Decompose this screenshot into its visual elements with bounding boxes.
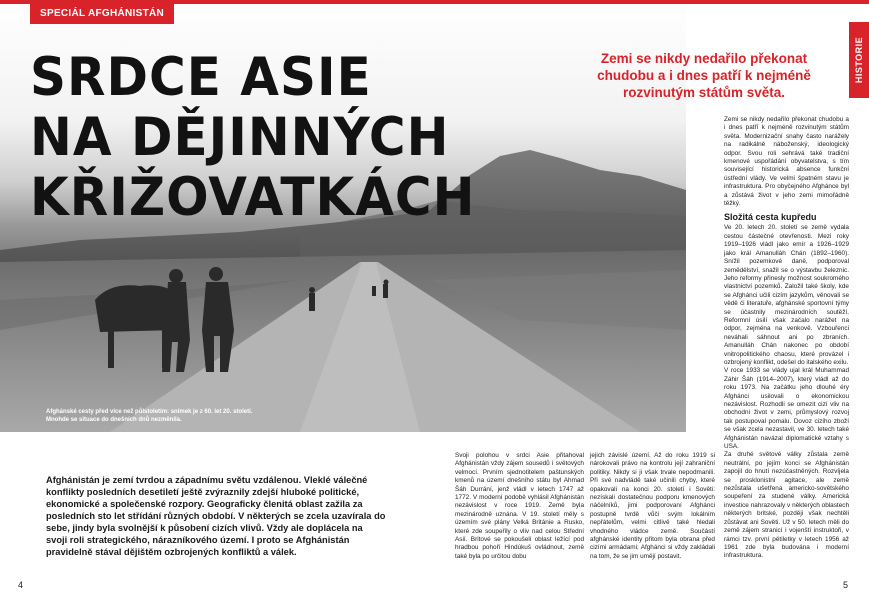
page-number-right: 5 <box>843 580 849 590</box>
intro-paragraph: Afghánistán je zemí tvrdou a západnímu světu vzdálenou. Vleklé válečné konflikty posledních desetiletí ještě zvýraznily zdejší hluboké politické, ekonomické a společenské rozpory. Geograficky členitá oblast zažila za posledních sto let střídání různých období. V některých se zcela uzavírala do sebe, jindy byla svolnější k působení cizích vlivů. Vždy ale doplácela na svoji roli strategického, nárazníkového území. I proto se Afghánistán pravidelně stával dějištěm ozbrojených konfliktů a válek. <box>46 475 386 557</box>
column-1-text: Svoji polohou v srdci Asie přitahoval Afghánistán vždy zájem sousedů i světových velmocí. Prvním sjednotitelem paštunských kmenů na území dnešního státu byl Ahmad Šáh Durrání, jenž vládl v letech 1747 až 1772. V moderní podobě vyhlásil Afghánistán nezávislost v roce 1919. Země byla mezinárodně uznána. V 19. století měly s územím své plány Velká Británie a Rusko, které zde soupeřily o vliv nad celou Střední Asií. Britové se pokoušeli oblast ležící pod hradbou pohoří Hindúkuš ovládnout, země také byla po určitou dobu <box>455 452 584 560</box>
page-number-left: 4 <box>18 580 24 590</box>
section-side-tab <box>849 22 869 98</box>
column-3-paragraph-2: Ve 20. letech 20. století se země vydala cestou částečné otevřenosti. Mezi roky 1919–1926 vládl jako emír a 1926–1929 jako král Amanulláh Chán (1892–1960). Snížil pozemkové daně, podporoval zemědělství, snažil se o výstavbu železnic. Jeho reformy přinesly možnost soukromého vlastnictví pozemků. Založil také školy, kde se Afghánci učili cizím jazykům, věnovali se vědě či literatuře, afghánské sportovní týmy se účastnily mezinárodních soutěží. Reformní úsilí však začalo narážet na odpor, zejména na venkově. Vzbouřenci neváhali sáhnout ani po zbraních. Amanulláh Chán nakonec po období vnitropolitického chaosu, které provázel i ozbrojený konflikt, odešel do italského exilu. <box>724 224 849 366</box>
headline-line-1: SRDCE ASIE <box>30 46 372 108</box>
side-tab-label: HISTORIE <box>854 36 864 84</box>
section-tag: SPECIÁL AFGHÁNISTÁN <box>30 4 174 24</box>
text-column-2 <box>590 452 715 561</box>
text-column-1 <box>455 452 584 561</box>
photo-caption: Afghánské cesty před více než půlstoletím: snímek je z 60. let 20. století. Mnohde se situace do dnešních dnů nezměnila. <box>46 409 253 423</box>
headline <box>30 48 475 228</box>
column-3-paragraph-4: Za druhé světové války zůstala země neutrální, po jejím konci se Afghánistán zapojil do hnutí nezúčastněných. Rozvíjela se prosklonistní agitace, ale země nezůstala ušetřena americko-sovětského soupeření za studené války. Americká investice nahrazovaly v některých oblastech některých britské, později však nechtěli zůstávat ani Sověti. Už v 50. letech měli do země zájem stranicí i vojenští instruktoři, v rámci tzv. první pětiletky v letech 1956 až 1961 zde byla budována i moderní infrastruktura. <box>724 451 849 560</box>
subheading: Složitá cesta kupředu <box>724 212 817 223</box>
headline-line-2: NA DĚJINNÝCH <box>30 106 450 168</box>
column-3-paragraph-3: V roce 1933 se vlády ujal král Muhammad Záhir Šáh (1914–2007), který vládl až do roku 1973. Na začátku jeho dlouhé éry Afghánci usilovali o ekonomickou nezávislost. Rozhodli se omezit cizí vliv na obchodní život v zemi, průmyslový rozvoj tak postupoval pomalu. Dovoz cizího zboží se však zcela nezastavil, ve 30. letech také Afghánistán navázal diplomatické vztahy s USA. <box>724 367 849 451</box>
column-3-paragraph-1: Zemi se nikdy nedařilo překonat chudobu a i dnes patří k nejméně rozvinutým státům světa. Modernizační snahy často narážely na radikálně náboženský, ideologický odpor. Svou roli sehrává také tradiční kmenové uspořádání obyvatelstva, s tím související historická absence funkční ústřední vlády. Ve velmi špatném stavu je infrastruktura. Pro obyčejného Afghánce byl a zůstává život v jeho zemi mimořádně těžký. <box>724 116 849 208</box>
column-2-text: jejich závislé území. Až do roku 1919 si nárokovali právo na kontrolu její zahraniční politiky. Nikdy si ji však trvale nepodmanili. Při své nadvládě také učinili chyby, které opakovali na konci 20. století i Sověti: nezískali dostatečnou podporu kmenových náčelníků, jimi podporovaní Afghánci postupně tvrdě vůči svým lokálním nepřátelům, velmi citlivě také hledali vhodného vládce země. Součástí afghánské identity přitom byla obrana před cizími armádami; Afghánci si vždy zakládali na tom, že se jim umějí postavit. <box>590 452 715 560</box>
text-column-3 <box>724 116 849 561</box>
headline-line-3: KŘIŽOVATKÁCH <box>30 166 476 228</box>
lead-paragraph: Zemi se nikdy nedařilo překonat chudobu a i dnes patří k nejméně rozvinutým státům světa. <box>597 51 811 100</box>
